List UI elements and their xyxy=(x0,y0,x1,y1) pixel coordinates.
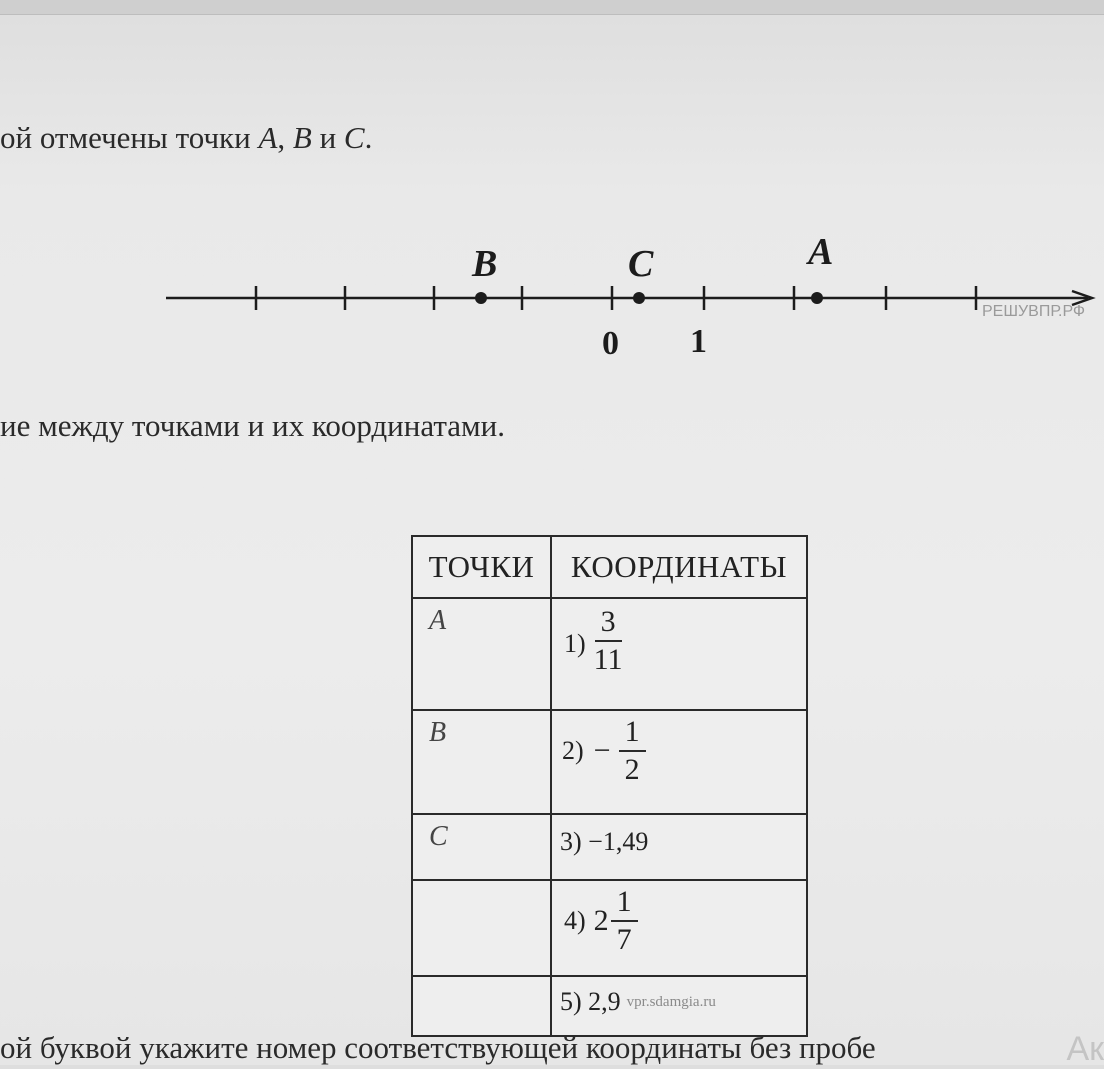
point-cell-b: B xyxy=(412,710,551,814)
point-b-label: B xyxy=(472,243,498,285)
point-cell-empty xyxy=(412,976,551,1036)
coordinate-option-2: 2) − $\frac{1}{2}$ xyxy=(551,710,807,814)
point-b-ref: B xyxy=(292,120,312,155)
header-points: ТОЧКИ xyxy=(412,536,551,598)
coordinate-option-4: 4) 2 $\frac{1}{7}$ xyxy=(551,880,807,976)
task-text-line-2: ие между точками и их координатами. xyxy=(0,408,505,443)
tick-label-one: 1 xyxy=(690,323,707,360)
matching-table xyxy=(411,535,808,1037)
corner-watermark: Ак xyxy=(1066,1030,1104,1068)
table-row xyxy=(412,710,807,814)
point-b-dot xyxy=(475,292,487,304)
number-line-watermark: РЕШУВПР.РФ xyxy=(982,303,1086,320)
coordinate-option-5: 5) 2,9 vpr.sdamgia.ru xyxy=(551,976,807,1036)
coordinate-option-3: 3) −1,49 xyxy=(551,814,807,880)
task-text-line-3: ой буквой укажите номер соответствующей координаты без пробе xyxy=(0,1030,876,1065)
table-row xyxy=(412,598,807,710)
table-row xyxy=(412,880,807,976)
header-coordinates: КООРДИНАТЫ xyxy=(551,536,807,598)
point-cell-empty xyxy=(412,880,551,976)
point-a-label: A xyxy=(808,231,834,273)
fraction: $\frac{1}{7}$ xyxy=(611,887,638,955)
point-cell-a: A xyxy=(412,598,551,710)
table-watermark: vpr.sdamgia.ru xyxy=(626,993,716,1010)
point-c-label: C xyxy=(628,243,654,285)
number-line xyxy=(0,220,1104,360)
table-row xyxy=(412,976,807,1036)
point-a-dot xyxy=(811,292,823,304)
point-c-dot xyxy=(633,292,645,304)
point-a-ref: A xyxy=(258,120,278,155)
table-header-row xyxy=(412,536,807,598)
point-c-ref: C xyxy=(343,120,365,155)
task-text-line-1: ой отмечены точки A, B и C. xyxy=(0,120,373,155)
tick-label-zero: 0 xyxy=(602,325,619,362)
coordinate-option-1: 1) $\frac{3}{11}$ xyxy=(551,598,807,710)
table-row xyxy=(412,814,807,880)
point-cell-c: C xyxy=(412,814,551,880)
fraction: $\frac{1}{2}$ xyxy=(619,717,646,785)
fraction: $\frac{3}{11}$ xyxy=(593,605,623,676)
top-band xyxy=(0,0,1104,15)
